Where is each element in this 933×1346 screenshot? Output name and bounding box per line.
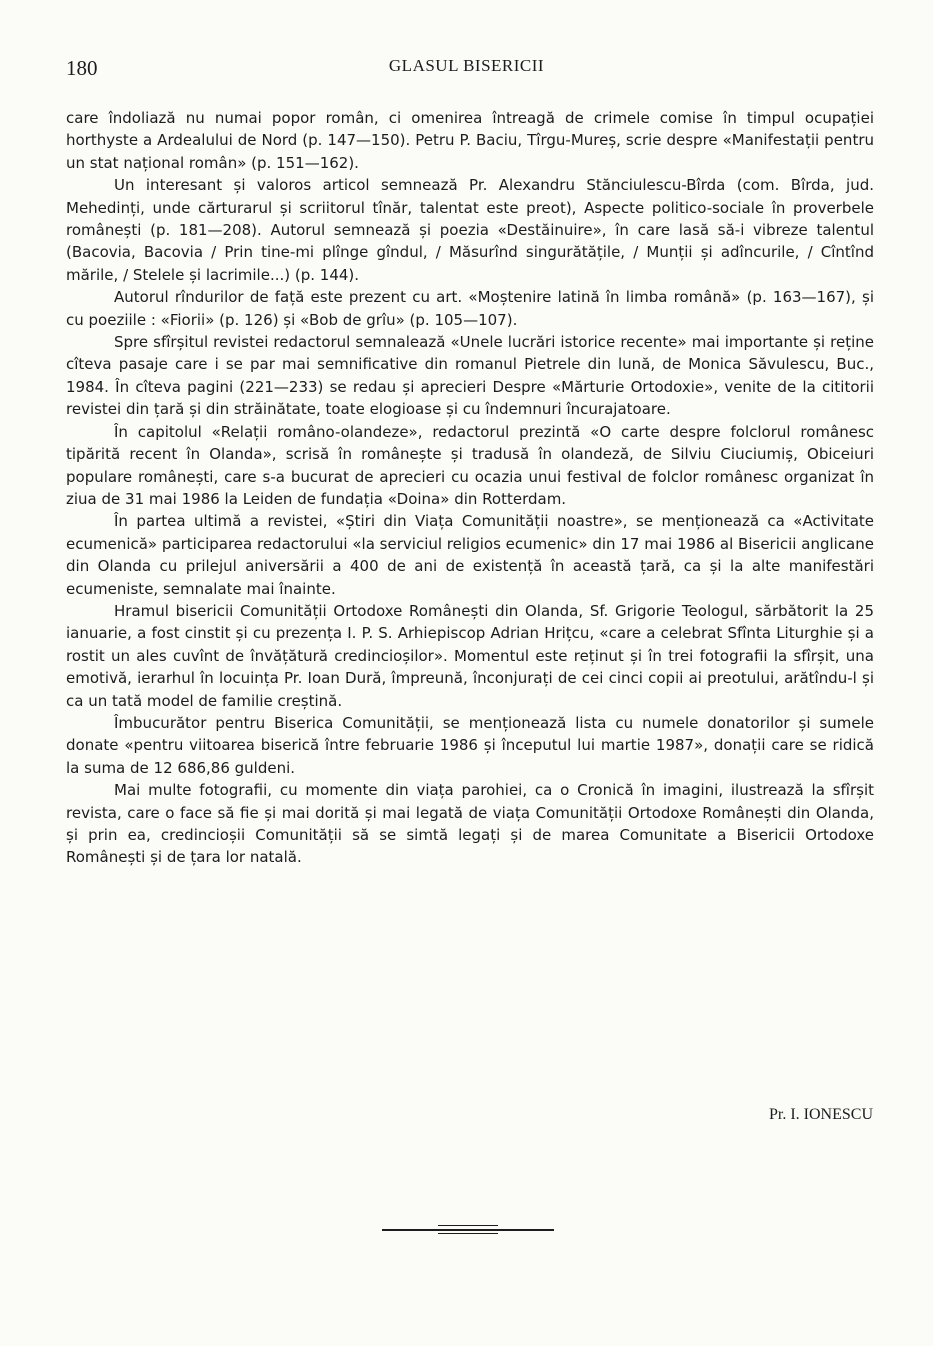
running-title: GLASUL BISERICII — [388, 56, 545, 75]
end-of-article-rule — [382, 1224, 554, 1238]
paragraph-4: Spre sfîrșitul revistei redactorul semnalează «Unele lucrări istorice recente» mai importante și reține cîteva pasaje care i se par mai semnificative din romanul Pietrele din lună, de Monica Săvulescu, Buc., 1984. În cîteva pagini (221—233) se redau și aprecieri Despre «Mărturie Ortodoxie», venite de la cititorii revistei din țară și din străinătate, toate elogioase și cu îndemnuri încurajatoare. — [66, 333, 874, 419]
paragraph-5: În capitolul «Relații româno-olandeze», redactorul prezintă «O carte despre folclorul românesc tipărită recent în Olanda», scrisă în românește și tradusă în olandeză, de Silviu Ciuciumiș, Obiceiuri populare românești, care s-a bucurat de aprecieri cu ocazia unui festival de folclor românesc organizat în ziua de 31 mai 1986 la Leiden de fundația «Doina» din Rotterdam. — [66, 422, 874, 508]
paragraph-6: În partea ultimă a revistei, «Știri din Viața Comunității noastre», se menționează ca «Activitate ecumenică» participarea redactorului «la serviciul religios ecumenic» din 17 mai 1986 al Bisericii anglicane din Olanda cu prilejul aniversării a 400 de ani de existență în această țară, ca și la alte manifestări ecumeniste, semnalate mai înainte. — [66, 512, 874, 598]
paragraph-8: Îmbucurător pentru Biserica Comunității, se menționează lista cu numele donatorilor și sumele donate «pentru viitoarea biserică între februarie 1986 și începutul lui martie 1987», donații care se ridică la suma de 12 686,86 guldeni. — [66, 713, 874, 777]
paragraph-2: Un interesant și valoros articol semnează Pr. Alexandru Stănciulescu-Bîrda (com. Bîrda, jud. Mehedinți, unde cărturarul și scriitorul tînăr, talentat este preot), Aspecte politico-sociale în proverbele românești (p. 181—208). Autorul semnează și poezia «Destăinuire», în care lasă să-i vibreze talentul (Bacovia, Bacovia / Prin tine-mi plînge gîndul, / Măsurînd singurătățile, / Munții și adîncurile, / Cîntînd mările, / Stelele și lacrimile...) (p. 144). — [66, 176, 874, 284]
paragraph-3: Autorul rîndurilor de față este prezent cu art. «Moștenire latină în limba română» (p. 163—167), și cu poeziile : «Fiorii» (p. 126) și «Bob de grîu» (p. 105—107). — [66, 288, 874, 329]
page-number: 180 — [66, 56, 98, 80]
paragraph-7: Hramul bisericii Comunității Ortodoxe Românești din Olanda, Sf. Grigorie Teologul, sărbătorit la 25 ianuarie, a fost cinstit și cu prezența I. P. S. Arhiepiscop Adrian Hrițcu, «care a celebrat Sfînta Liturghie și a rostit un ales cuvînt de învățătură credincioșilor». Momentul este reținut și în trei fotografii la sfîrșit, una emotivă, ierarhul în locuința Pr. Ioan Dură, împreună, înconjurați de cei cinci copii ai preotului, arătîndu-l și ca un tată model de familie creștină. — [66, 601, 874, 710]
article-body — [66, 107, 874, 869]
paragraph-1: care îndoliază nu numai popor român, ci omenirea întreagă de crimele comise în timpul ocupației horthyste a Ardealului de Nord (p. 147—150). Petru P. Baciu, Tîrgu-Mureș, scrie despre «Manifestații pentru un stat național român» (p. 151—162). — [66, 109, 874, 172]
author-signature: Pr. I. IONESCU — [768, 1106, 873, 1123]
paragraph-9: Mai multe fotografii, cu momente din viața parohiei, ca o Cronică în imagini, ilustrează la sfîrșit revista, care o face să fie și mai dorită și mai legată de viața Comunității Ortodoxe Românești din Olanda, și prin ea, credincioșii Comunității să se simtă legați și de marea Comunitate a Bisericii Ortodoxe Românești și de țara lor natală. — [66, 781, 874, 867]
